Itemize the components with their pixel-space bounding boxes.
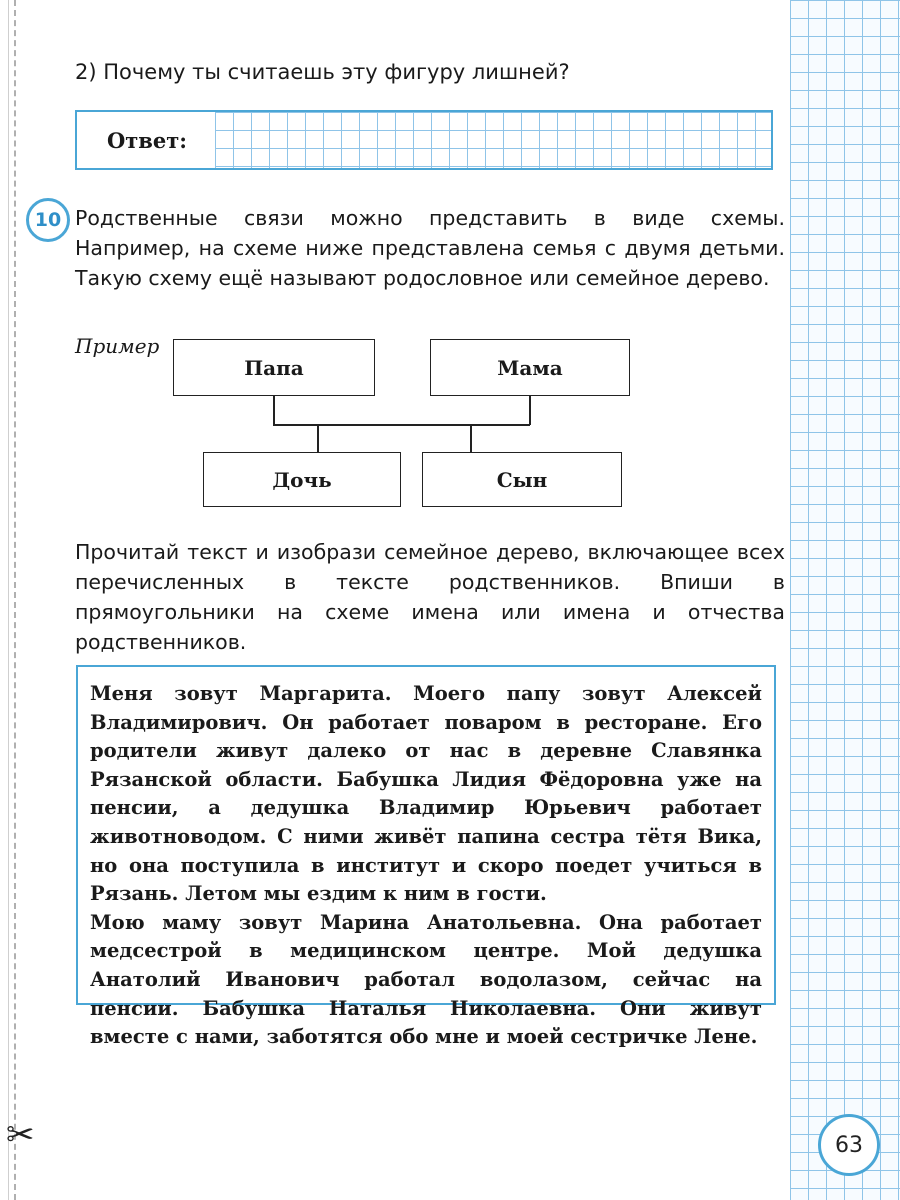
tree-node-father: Папа	[173, 339, 375, 396]
tree-line	[470, 424, 472, 453]
cut-line	[14, 0, 16, 1200]
example-label: Пример	[75, 334, 160, 358]
story-box	[76, 665, 776, 1049]
story-paragraph-2: Мою маму зовут Марина Анатольевна. Она работает медсестрой в медицинском центре. Мой дедушка Анатолий Иванович работал водолазом, сейчас на пенсии. Бабушка Наталья Николаевна. Они живут вместе с нами, заботятся обо мне и моей сестричке Лене.	[90, 910, 762, 1049]
answer-grid[interactable]	[215, 112, 771, 168]
tree-node-daughter: Дочь	[203, 452, 401, 507]
instruction-text: Прочитай текст и изобрази семейное дерево, включающее всех перечисленных в тексте родственников. Впиши в прямоугольники на схеме имена или имена и отчества родственников.	[75, 540, 785, 654]
page-number: 63	[818, 1114, 880, 1176]
tree-node-mother: Мама	[430, 339, 630, 396]
answer-box[interactable]	[75, 110, 773, 170]
tree-node-son: Сын	[422, 452, 622, 507]
task-intro-text: Родственные связи можно представить в виде схемы. Например, на схеме ниже представлена семья с двумя детьми. Такую схему ещё называют родословное или семейное дерево.	[75, 206, 785, 290]
graph-paper-margin	[790, 0, 900, 1200]
answer-label: Ответ:	[107, 127, 188, 153]
scissors-icon: ✂	[6, 1115, 35, 1155]
tree-line	[273, 396, 275, 425]
task-number-badge: 10	[26, 198, 70, 242]
page-edge-line	[8, 0, 9, 1200]
question-2: 2) Почему ты считаешь эту фигуру лишней?	[75, 60, 570, 84]
tree-line	[529, 396, 531, 425]
tree-line	[317, 424, 319, 453]
story-paragraph-1: Меня зовут Маргарита. Моего папу зовут Алексей Владимирович. Он работает поваром в ресторане. Его родители живут далеко от нас в деревне Славянка Рязанской области. Бабушка Лидия Фёдоровна уже на пенсии, а дедушка Владимир Юрьевич работает животноводом. С ними живёт папина сестра тётя Вика, но она поступила в институт и скоро поедет учиться в Рязань. Летом мы ездим к ним в гости.	[90, 682, 762, 906]
tree-line	[273, 424, 530, 426]
